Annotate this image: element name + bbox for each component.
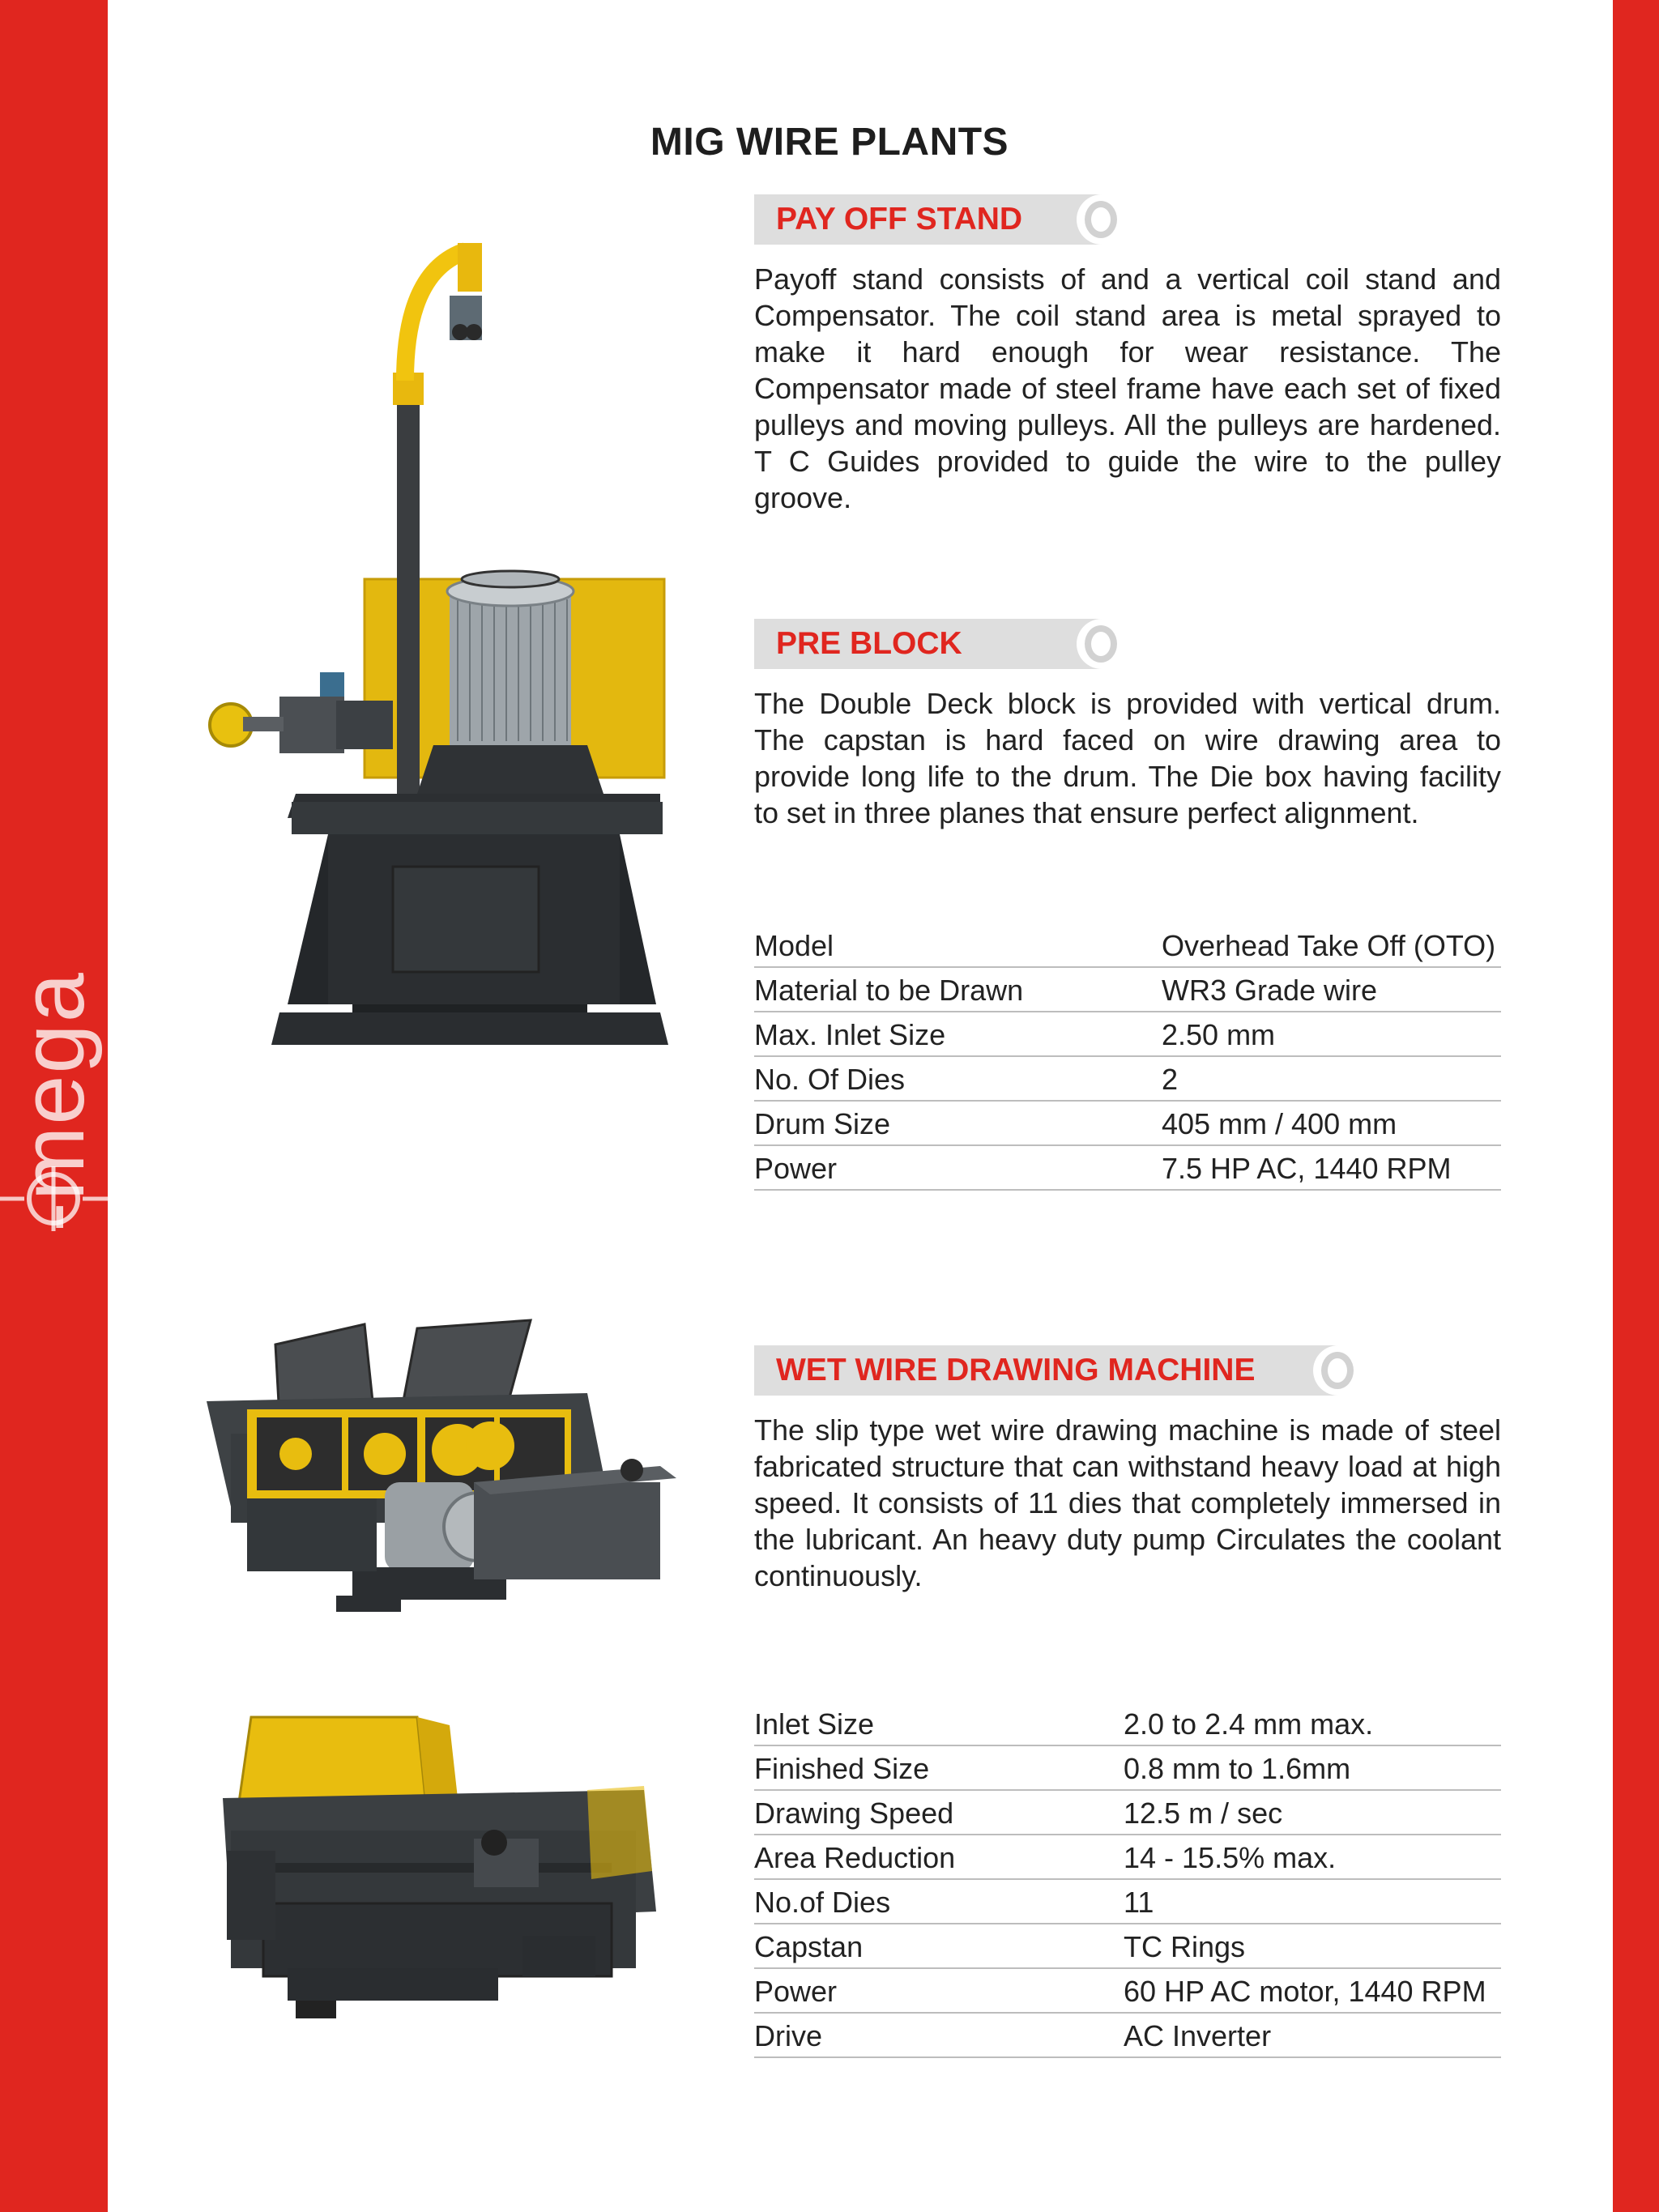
spec-value: 14 - 15.5% max. bbox=[1124, 1841, 1337, 1874]
pre-block-description: The Double Deck block is provided with vertical drum. The capstan is hard faced on wire drawing area to provide long life to the drum. The Die box having facility to set in three planes that ensure perfect alignment. bbox=[754, 687, 1501, 829]
brand-logo bbox=[0, 956, 108, 1247]
pay-off-stand-header bbox=[754, 194, 1127, 245]
spec-key: Area Reduction bbox=[754, 1841, 956, 1874]
table-row bbox=[754, 1702, 1501, 1746]
table-row bbox=[754, 1791, 1501, 1835]
spec-key: Power bbox=[754, 1152, 838, 1185]
spec-key: Finished Size bbox=[754, 1752, 930, 1785]
table-row bbox=[754, 1835, 1501, 1880]
spec-key: Max. Inlet Size bbox=[754, 1018, 946, 1051]
pay-off-stand-heading: PAY OFF STAND bbox=[776, 202, 1023, 237]
table-row bbox=[754, 1924, 1501, 1969]
omega-mark-icon bbox=[1077, 194, 1127, 245]
spec-key: Drum Size bbox=[754, 1107, 891, 1140]
wet-wire-header bbox=[754, 1345, 1363, 1396]
spec-value: 11 bbox=[1124, 1886, 1154, 1919]
spec-value: 405 mm / 400 mm bbox=[1162, 1107, 1397, 1140]
spec-key: Material to be Drawn bbox=[754, 974, 1024, 1007]
table-row bbox=[754, 1880, 1501, 1924]
spec-value: 2.50 mm bbox=[1162, 1018, 1276, 1051]
page-title: MIG WIRE PLANTS bbox=[650, 121, 1009, 164]
table-row bbox=[754, 2014, 1501, 2058]
spec-key: Model bbox=[754, 929, 834, 962]
table-row bbox=[754, 1146, 1501, 1191]
spec-key: Drawing Speed bbox=[754, 1796, 954, 1830]
spec-value: 2.0 to 2.4 mm max. bbox=[1124, 1707, 1374, 1741]
spec-value: WR3 Grade wire bbox=[1162, 974, 1378, 1007]
spec-key: Capstan bbox=[754, 1930, 864, 1963]
spec-value: 0.8 mm to 1.6mm bbox=[1124, 1752, 1351, 1785]
pre-block-heading: PRE BLOCK bbox=[776, 626, 962, 661]
spec-value: 2 bbox=[1162, 1063, 1179, 1096]
pay-off-stand-description: Payoff stand consists of and a vertical coil stand and Compensator. The coil stand area is metal sprayed to make it hard enough for wear resistance. The Compensator made of steel frame have each set of fixed pulleys and moving pulleys. All the pulleys are hardened. T C Guides provided to guide the wire to the pulley groove. bbox=[754, 262, 1501, 514]
spec-value: 7.5 HP AC, 1440 RPM bbox=[1162, 1152, 1452, 1185]
spec-key: Drive bbox=[754, 2019, 823, 2052]
spec-value: AC Inverter bbox=[1124, 2019, 1272, 2052]
spec-value: 12.5 m / sec bbox=[1124, 1796, 1283, 1830]
spec-key: No. Of Dies bbox=[754, 1063, 906, 1096]
table-row bbox=[754, 1057, 1501, 1102]
spec-value: Overhead Take Off (OTO) bbox=[1162, 929, 1496, 962]
omega-mark-icon bbox=[1313, 1345, 1363, 1396]
table-row bbox=[754, 968, 1501, 1012]
table-row bbox=[754, 1969, 1501, 2014]
right-red-band bbox=[1613, 0, 1659, 2212]
table-row bbox=[754, 1746, 1501, 1791]
spec-key: No.of Dies bbox=[754, 1886, 891, 1919]
pre-block-spec-table bbox=[754, 923, 1501, 1191]
wet-wire-machine-closed-photo bbox=[215, 1709, 668, 2033]
omega-mark-icon bbox=[1077, 619, 1127, 669]
spec-value: 60 HP AC motor, 1440 RPM bbox=[1124, 1975, 1486, 2008]
payoff-stand-photo bbox=[198, 235, 668, 1069]
pre-block-header bbox=[754, 619, 1127, 669]
spec-value: TC Rings bbox=[1124, 1930, 1246, 1963]
spec-key: Inlet Size bbox=[754, 1707, 875, 1741]
table-row bbox=[754, 923, 1501, 968]
wet-wire-heading: WET WIRE DRAWING MACHINE bbox=[776, 1353, 1256, 1387]
spec-key: Power bbox=[754, 1975, 838, 2008]
brand-wordmark: -mega bbox=[3, 971, 103, 1232]
wet-wire-machine-photo bbox=[198, 1312, 676, 1652]
wet-wire-description: The slip type wet wire drawing machine is made of steel fabricated structure that can withstand heavy load at high speed. It consists of 11 dies that completely immersed in the lubricant. An heavy duty pump Circulates the coolant continuously. bbox=[754, 1413, 1501, 1592]
table-row bbox=[754, 1012, 1501, 1057]
table-row bbox=[754, 1102, 1501, 1146]
wet-wire-spec-table bbox=[754, 1702, 1501, 2058]
